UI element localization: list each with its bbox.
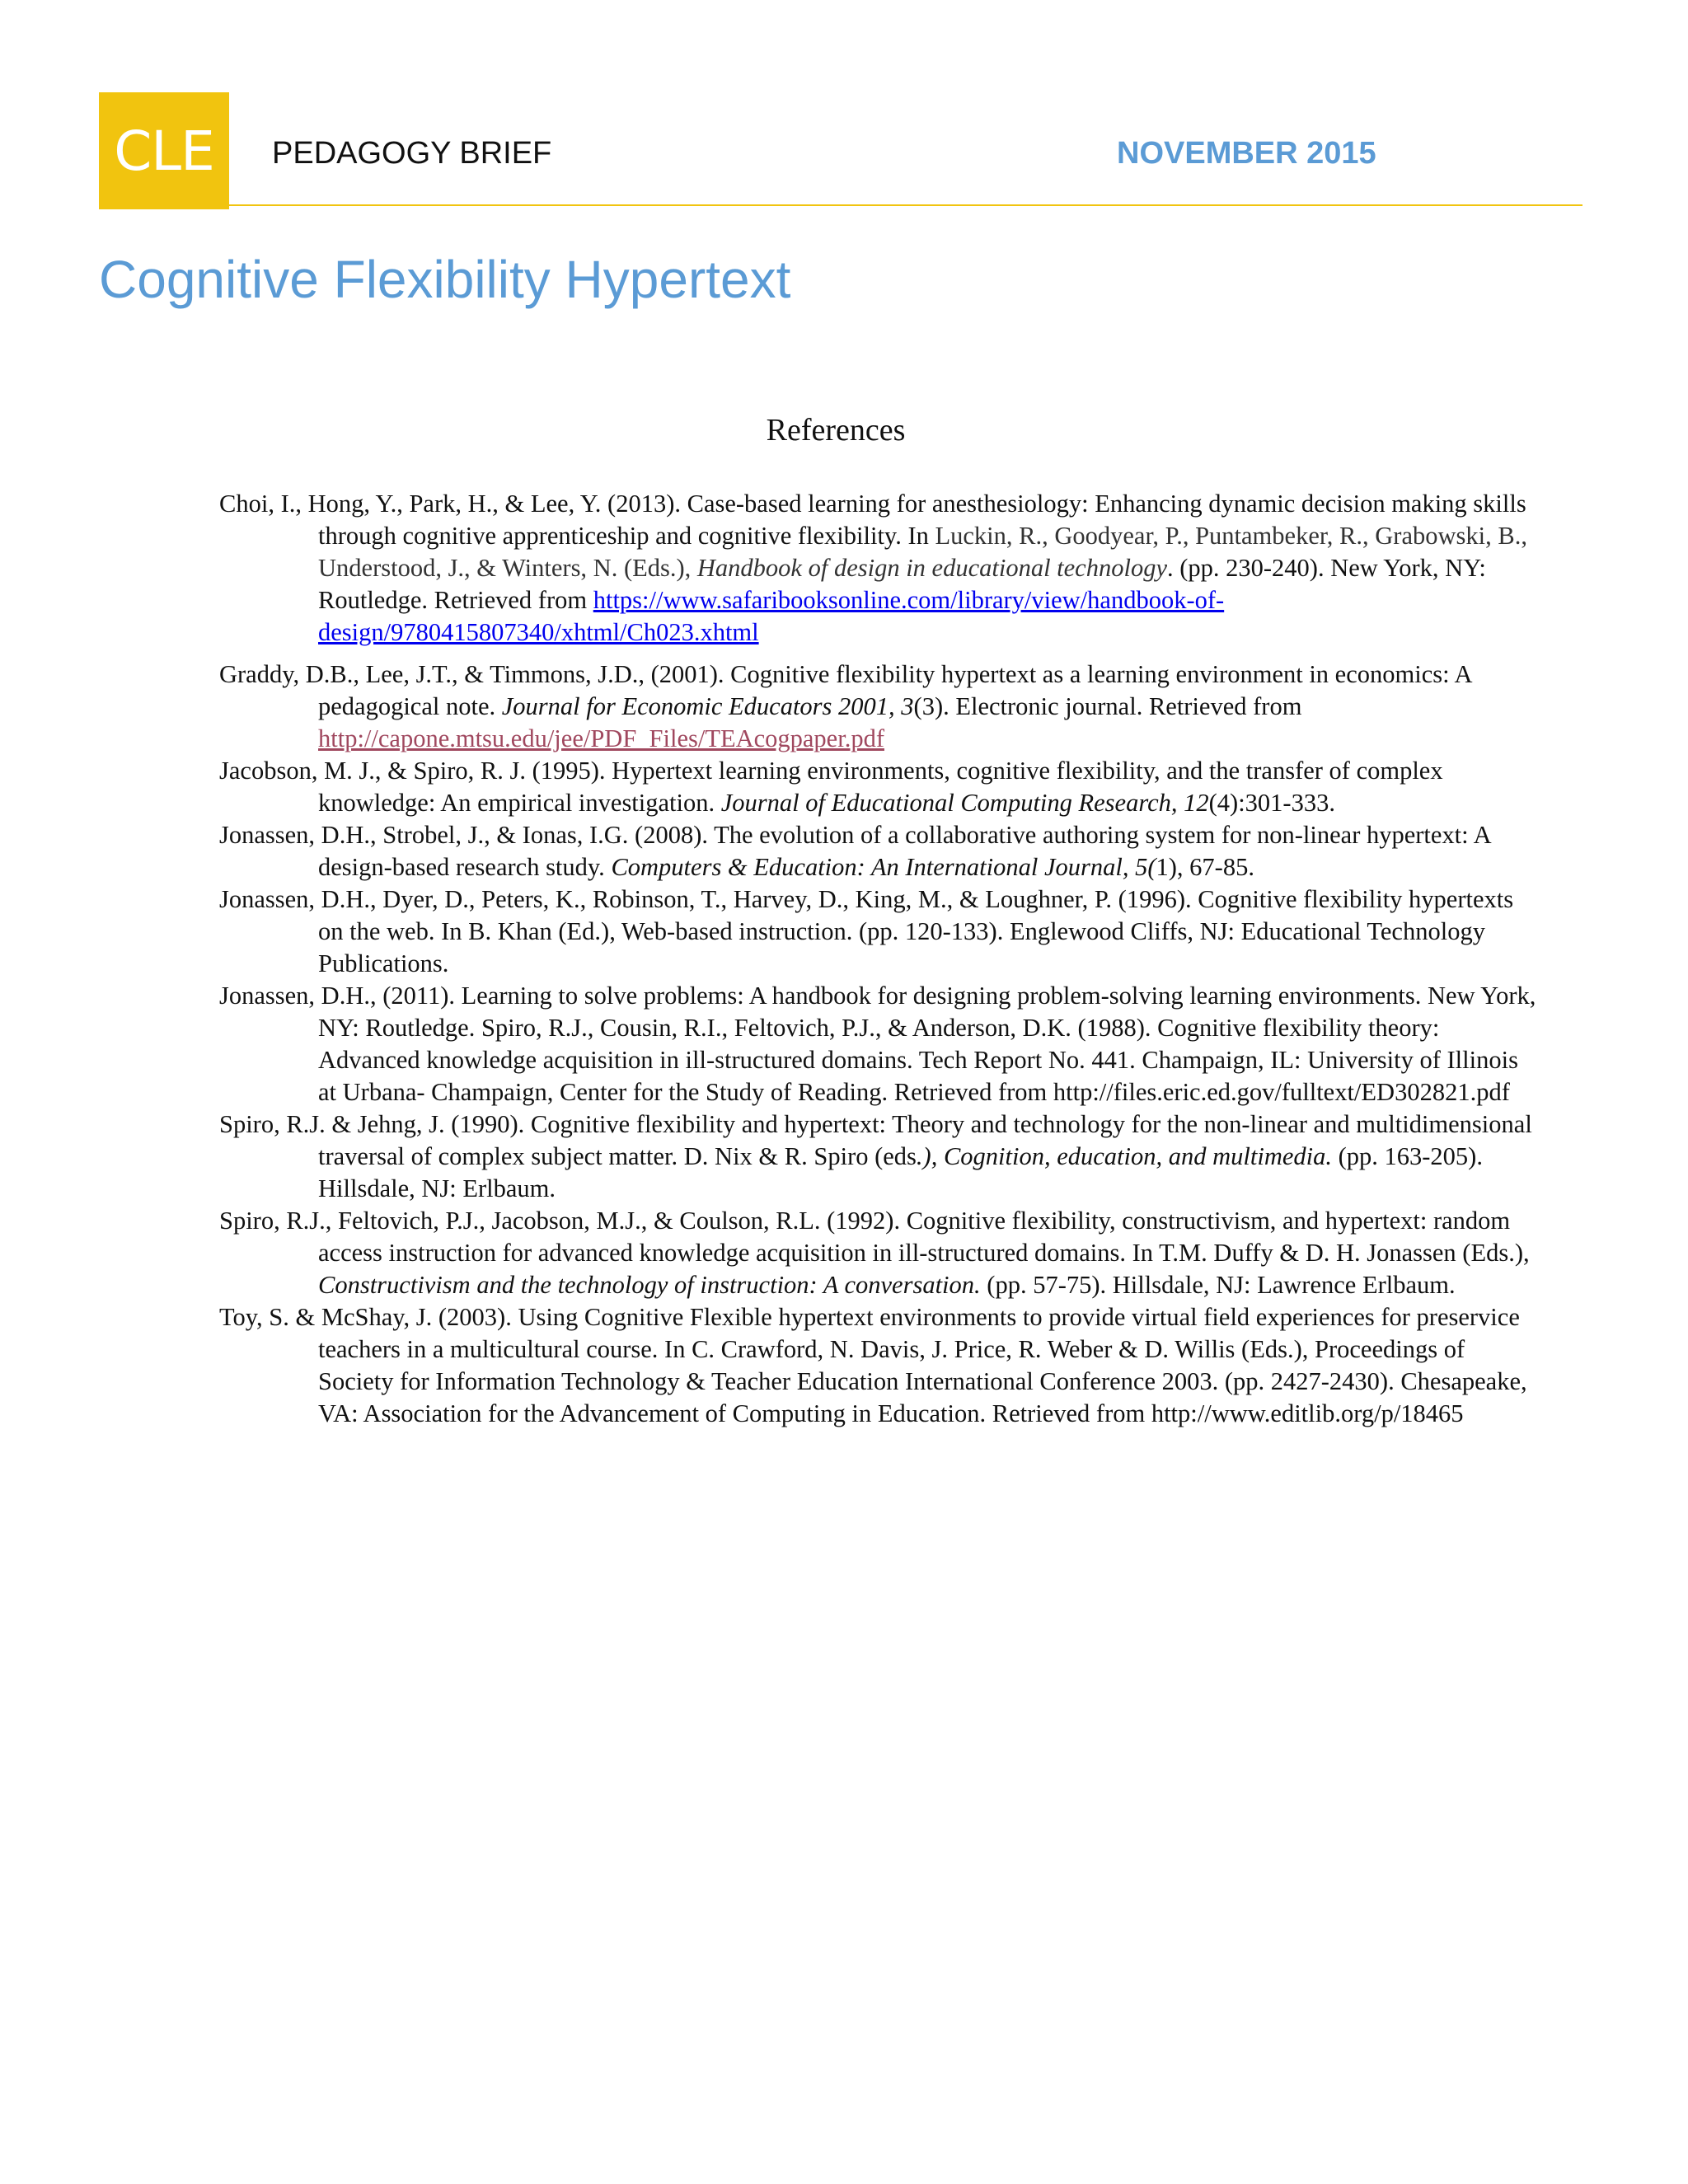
reference-title: .), Cognition, education, and multimedia. <box>916 1142 1332 1170</box>
reference-title: Constructivism and the technology of instruction: A conversation. <box>318 1271 981 1299</box>
reference-text: Jonassen, D.H., (2011). Learning to solve problems: A handbook for designing problem-solving learning environments. New York, NY: Routledge. Spiro, R.J., Cousin, R.I., Feltovich, P.J., & Anderson, D.K. (1988). Cognitive flexibility theory: Advanced knowledge acquisition in ill-structured domains. Tech Report No. 441. Champaign, IL: University of Illinois at Urbana- Champaign, Center for the Study of Reading. Retrieved from http://files.eric.ed.gov/fulltext/ED302821.pdf <box>219 982 1536 1106</box>
reference-title: Journal of Educational Computing Research, 12 <box>720 789 1209 817</box>
reference-list <box>219 488 1538 1430</box>
reference-item <box>219 755 1538 819</box>
reference-title: Journal for Economic Educators 2001, 3 <box>501 692 914 720</box>
reference-item <box>219 488 1538 649</box>
reference-text: Spiro, R.J., Feltovich, P.J., Jacobson, M.J., & Coulson, R.L. (1992). Cognitive flexibility, constructivism, and hypertext: random access instruction for advanced knowledge acquisition in ill-structured domains. In T.M. Duffy & D. H. Jonassen (Eds.), <box>219 1207 1530 1267</box>
reference-text: 1), 67-85. <box>1156 853 1254 881</box>
reference-text: . (pp. 230-240). New York, NY: Routledge. Retrieved from <box>318 554 1486 614</box>
reference-link[interactable]: https://www.safaribooksonline.com/library/view/handbook-of-design/9780415807340/xhtml/Ch023.xhtml <box>318 586 1225 646</box>
reference-item <box>219 1108 1538 1205</box>
reference-link[interactable]: http://capone.mtsu.edu/jee/PDF_Files/TEAcogpaper.pdf <box>318 724 884 752</box>
reference-item <box>219 1301 1538 1430</box>
header-divider <box>99 204 1582 206</box>
brief-label: PEDAGOGY BRIEF <box>272 136 552 171</box>
reference-text: (3). Electronic journal. Retrieved from <box>913 692 1302 720</box>
logo-text: CLE <box>114 119 214 183</box>
reference-title: Computers & Education: An International Journal, 5( <box>611 853 1156 881</box>
reference-text: (4):301-333. <box>1208 789 1335 817</box>
reference-item <box>219 1205 1538 1301</box>
issue-date: NOVEMBER 2015 <box>1117 136 1376 171</box>
reference-item <box>219 980 1538 1108</box>
reference-text: Spiro, R.J. & Jehng, J. (1990). Cognitive flexibility and hypertext: Theory and technology for the non-linear and multidimensional traversal of complex subject matter. D. Nix & R. Spiro (eds <box>219 1110 1532 1170</box>
reference-text: (pp. 163-205). Hillsdale, NJ: Erlbaum. <box>318 1142 1483 1202</box>
reference-text: Jacobson, M. J., & Spiro, R. J. (1995). Hypertext learning environments, cognitive flexibility, and the transfer of complex knowledge: An empirical investigation. <box>219 757 1443 817</box>
reference-text: Graddy, D.B., Lee, J.T., & Timmons, J.D., (2001). Cognitive flexibility hypertext as a learning environment in economics: A pedagogical note. <box>219 660 1471 720</box>
reference-text: Luckin, R., Goodyear, P., Puntambeker, R., Grabowski, B., Understood, J., & Winters, N. (Eds.), <box>318 522 1527 582</box>
references-heading: References <box>766 413 906 448</box>
reference-text: Jonassen, D.H., Dyer, D., Peters, K., Robinson, T., Harvey, D., King, M., & Loughner, P. (1996). Cognitive flexibility hypertexts on the web. In B. Khan (Ed.), Web-based instruction. (pp. 120-133). Englewood Cliffs, NJ: Educational Technology Publications. <box>219 885 1514 977</box>
reference-text: Jonassen, D.H., Strobel, J., & Ionas, I.G. (2008). The evolution of a collaborative authoring system for non-linear hypertext: A design-based research study. <box>219 821 1490 881</box>
reference-text: Choi, I., Hong, Y., Park, H., & Lee, Y. (2013). Case-based learning for anesthesiology: Enhancing dynamic decision making skills through cognitive apprenticeship and cognitive flexibility. In <box>219 490 1526 550</box>
reference-item <box>219 819 1538 883</box>
reference-title: Handbook of design in educational technology <box>696 554 1167 582</box>
reference-item <box>219 658 1538 755</box>
reference-text: Toy, S. & McShay, J. (2003). Using Cognitive Flexible hypertext environments to provide virtual field experiences for preservice teachers in a multicultural course. In C. Crawford, N. Davis, J. Price, R. Weber & D. Willis (Eds.), Proceedings of Society for Information Technology & Teacher Education International Conference 2003. (pp. 2427-2430). Chesapeake, VA: Association for the Advancement of Computing in Education. Retrieved from http://www.editlib.org/p/18465 <box>219 1303 1527 1427</box>
page-title: Cognitive Flexibility Hypertext <box>99 250 791 309</box>
reference-item <box>219 883 1538 980</box>
reference-text: (pp. 57-75). Hillsdale, NJ: Lawrence Erlbaum. <box>980 1271 1456 1299</box>
cle-logo <box>99 92 229 209</box>
